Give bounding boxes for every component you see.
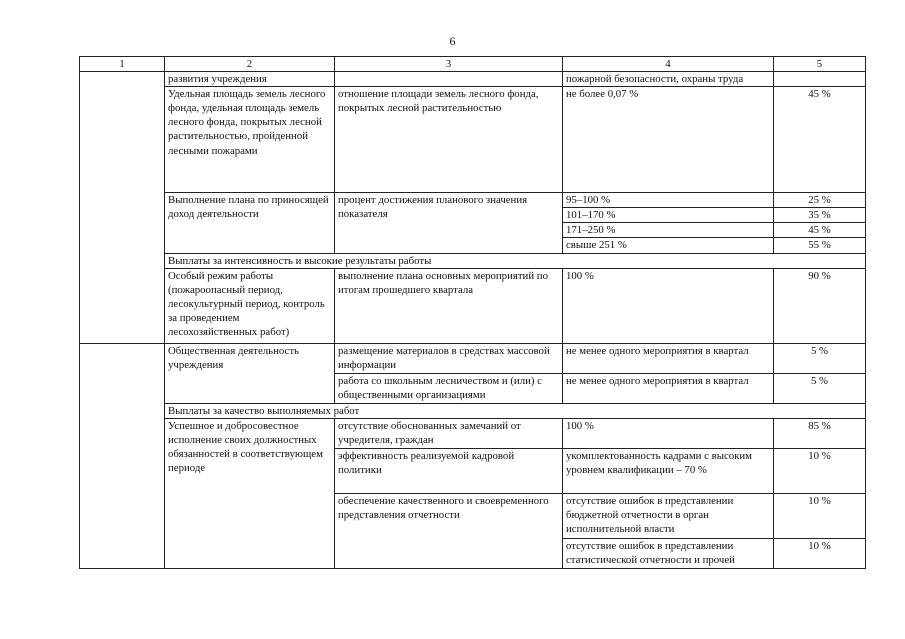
section-row (80, 403, 866, 418)
criterion-value: укомплектованность кадрами с высоким уровнем квалификации – 70 % (563, 448, 774, 493)
criterion-name: Особый режим работы (пожароопасный период, лесокультурный период, контроль за проведением лесохозяйственных работ) (165, 268, 335, 343)
criterion-value: 95–100 % (563, 193, 774, 208)
payment-size: 45 % (774, 87, 866, 193)
table-row (80, 268, 866, 343)
criterion-value: 100 % (563, 418, 774, 448)
table-row (80, 418, 866, 448)
indicator: выполнение плана основных мероприятий по итогам прошедшего квартала (335, 268, 563, 343)
payment-size: 55 % (774, 238, 866, 253)
column-number: 1 (80, 57, 165, 72)
criterion-value: отсутствие ошибок в представлении статистической отчетности и прочей (563, 538, 774, 568)
criterion-name: Успешное и добросовестное исполнение своих должностных обязанностей в соответствующем периоде (165, 418, 335, 568)
payment-size: 35 % (774, 208, 866, 223)
indicator: работа со школьным лесничеством и (или) с общественными организациями (335, 373, 563, 403)
criterion-name: Общественная деятельность учреждения (165, 343, 335, 403)
empty-cell (80, 72, 165, 344)
criterion-value: пожарной безопасности, охраны труда (563, 72, 774, 87)
payment-size: 45 % (774, 223, 866, 238)
criterion-value: не менее одного мероприятия в квартал (563, 343, 774, 373)
payment-size: 10 % (774, 538, 866, 568)
criterion-value: не более 0,07 % (563, 87, 774, 193)
payment-size: 25 % (774, 193, 866, 208)
indicator: отношение площади земель лесного фонда, покрытых лесной растительностью (335, 87, 563, 193)
indicator: отсутствие обоснованных замечаний от учредителя, граждан (335, 418, 563, 448)
criterion-name: Удельная площадь земель лесного фонда, удельная площадь земель лесного фонда, покрытых лесной растительностью, пройденной лесными пожарами (165, 87, 335, 193)
indicator: эффективность реализуемой кадровой политики (335, 448, 563, 493)
criterion-value: не менее одного мероприятия в квартал (563, 373, 774, 403)
section-title: Выплаты за интенсивность и высокие результаты работы (165, 253, 866, 268)
column-number: 2 (165, 57, 335, 72)
indicator: процент достижения планового значения показателя (335, 193, 563, 253)
page-number: 6 (449, 34, 456, 48)
table-row (80, 343, 866, 373)
payments-criteria-table (79, 56, 866, 569)
indicator: размещение материалов в средствах массовой информации (335, 343, 563, 373)
criterion-value: 100 % (563, 268, 774, 343)
empty-cell (80, 343, 165, 568)
section-title: Выплаты за качество выполняемых работ (165, 403, 866, 418)
payment-size: 10 % (774, 448, 866, 493)
payment-size (774, 72, 866, 87)
indicator (335, 72, 563, 87)
payment-size: 85 % (774, 418, 866, 448)
criterion-name: Выполнение плана по приносящей доход деятельности (165, 193, 335, 253)
criterion-value: 101–170 % (563, 208, 774, 223)
indicator: обеспечение качественного и своевременного представления отчетности (335, 493, 563, 568)
column-number: 4 (563, 57, 774, 72)
criterion-value: отсутствие ошибок в представлении бюджетной отчетности в орган исполнительной власти (563, 493, 774, 538)
column-number: 3 (335, 57, 563, 72)
payment-size: 5 % (774, 373, 866, 403)
payment-size: 10 % (774, 493, 866, 538)
column-number: 5 (774, 57, 866, 72)
criterion-value: свыше 251 % (563, 238, 774, 253)
payment-size: 5 % (774, 343, 866, 373)
table-row (80, 72, 866, 87)
table-row (80, 87, 866, 193)
criterion-name: развития учреждения (165, 72, 335, 87)
payment-size: 90 % (774, 268, 866, 343)
column-numbers-row (80, 57, 866, 72)
section-row (80, 253, 866, 268)
criterion-value: 171–250 % (563, 223, 774, 238)
table-row (80, 193, 866, 208)
